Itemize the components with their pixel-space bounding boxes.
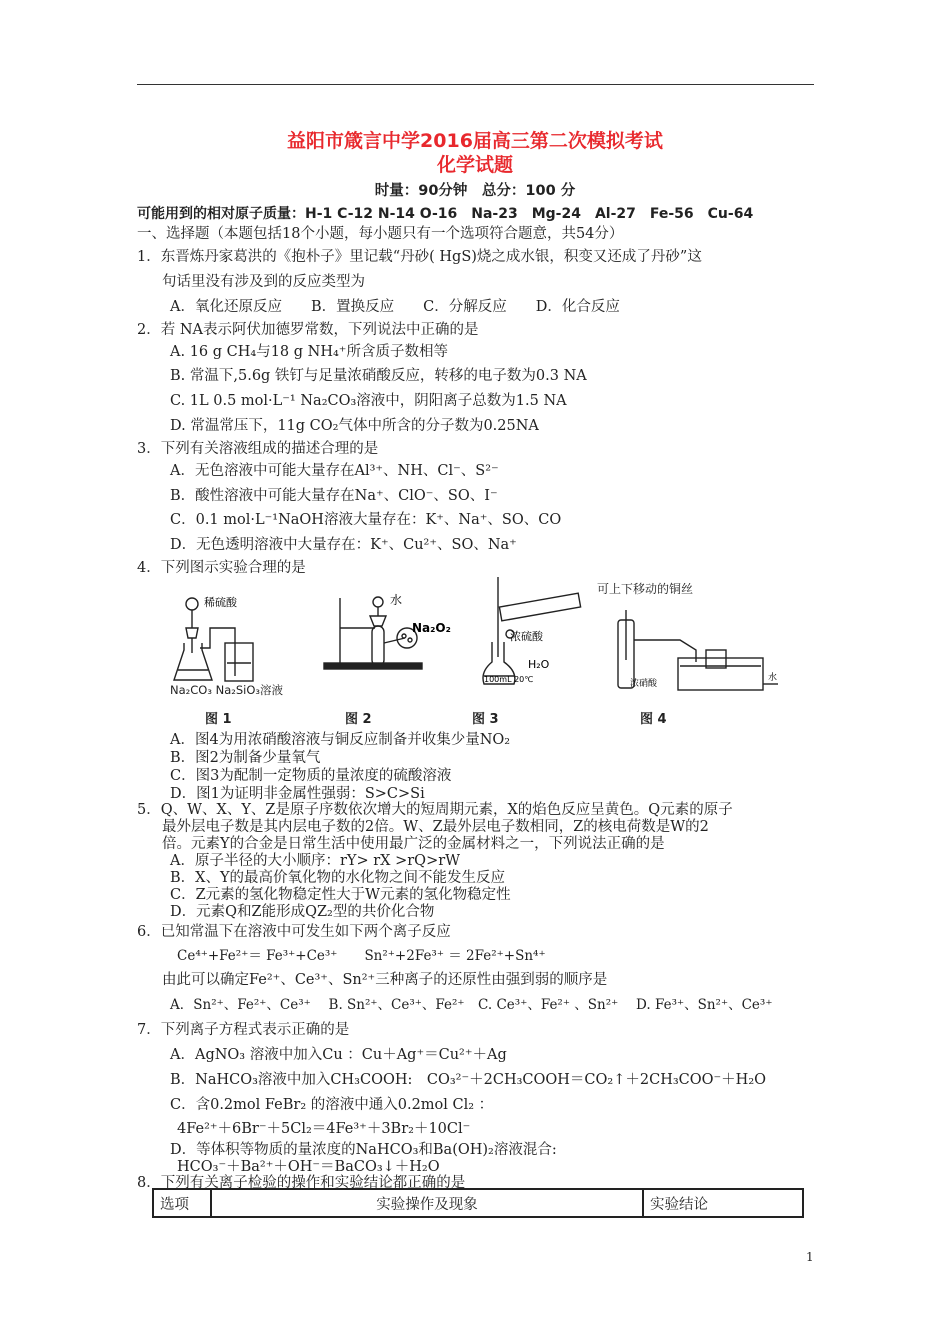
table-header-option: 选项 <box>153 1189 211 1217</box>
q2-stem: 2．若 NA表示阿伏加德罗常数，下列说法中正确的是 <box>137 322 479 338</box>
q7-option-d: D．等体积等物质的量浓度的NaHCO₃和Ba(OH)₂溶液混合: <box>170 1142 557 1158</box>
q2-option-b: B. 常温下,5.6g 铁钉与足量浓硝酸反应，转移的电子数为0.3 NA <box>170 368 587 384</box>
exam-subtitle: 化学试题 <box>436 154 513 176</box>
table-header-operation: 实验操作及现象 <box>211 1189 643 1217</box>
q3-option-d: D．无色透明溶液中大量存在：K⁺、Cu²⁺、SO、Na⁺ <box>170 537 517 553</box>
q7-option-c-equation: 4Fe²⁺＋6Br⁻＋5Cl₂＝4Fe³⁺＋3Br₂＋10Cl⁻ <box>177 1121 471 1137</box>
fig1-caption: 图 1 <box>205 712 232 727</box>
fig3-h2o-label: H₂O <box>528 658 550 671</box>
q4-stem: 4．下列图示实验合理的是 <box>137 560 306 576</box>
q5-stem-line3: 倍。元素Y的合金是日常生活中使用最广泛的金属材料之一，下列说法正确的是 <box>162 836 665 852</box>
q7-option-b: B．NaHCO₃溶液中加入CH₃COOH: CO₃²⁻＋2CH₃COOH＝CO₂↑＋2CH₃COO⁻＋H₂O <box>170 1072 767 1088</box>
figure-4-apparatus <box>610 600 780 700</box>
fig3-caption: 图 3 <box>472 712 499 727</box>
fig4-water-label: 水 <box>768 673 778 683</box>
q6-stem: 6．已知常温下在溶液中可发生如下两个离子反应 <box>137 924 451 940</box>
fig2-na2o2-label: Na₂O₂ <box>412 621 451 635</box>
q6-equations: Ce⁴⁺+Fe²⁺＝ Fe³⁺+Ce³⁺ Sn²⁺+2Fe³⁺ ＝ 2Fe²⁺+Sn⁴⁺ <box>177 948 546 964</box>
q3-option-b: B．酸性溶液中可能大量存在Na⁺、ClO⁻、SO、I⁻ <box>170 488 498 504</box>
q1-stem-line2: 句话里没有涉及到的反应类型为 <box>162 274 365 290</box>
q5-stem-line1: 5．Q、W、X、Y、Z是原子序数依次增大的短周期元素，X的焰色反应呈黄色。Q元素的原子 <box>137 802 733 818</box>
q5-option-d: D．元素Q和Z能形成QZ₂型的共价化合物 <box>170 904 435 920</box>
q8-table <box>152 1188 804 1218</box>
fig4-acid-label: 浓硝酸 <box>630 679 658 689</box>
figure-2-apparatus <box>320 588 460 700</box>
fig3-acid-label: 浓硫酸 <box>510 630 543 643</box>
fig4-top-label: 可上下移动的铜丝 <box>597 582 694 596</box>
q2-option-c: C. 1L 0.5 mol·L⁻¹ Na₂CO₃溶液中，阴阳离子总数为1.5 NA <box>170 393 567 409</box>
q7-option-d-equation: HCO₃⁻＋Ba²⁺＋OH⁻＝BaCO₃↓＋H₂O <box>177 1159 440 1175</box>
q5-option-c: C．Z元素的氢化物稳定性大于W元素的氢化物稳定性 <box>170 887 511 903</box>
q3-stem: 3．下列有关溶液组成的描述合理的是 <box>137 441 379 457</box>
q5-option-b: B．X、Y的最高价氧化物的水化物之间不能发生反应 <box>170 870 506 886</box>
q4-option-d: D．图1为证明非金属性强弱：S>C>Si <box>170 786 425 802</box>
q4-option-a: A．图4为用浓硝酸溶液与铜反应制备并收集少量NO₂ <box>170 732 511 748</box>
q3-option-a: A．无色溶液中可能大量存在Al³⁺、NH、Cl⁻、S²⁻ <box>170 463 499 479</box>
fig2-water-label: 水 <box>390 593 403 607</box>
q1-stem-line1: 1．东晋炼丹家葛洪的《抱朴子》里记载“丹砂( HgS)烧之成水银，积变又还成了丹砂”这 <box>137 249 702 265</box>
atomic-masses: 可能用到的相对原子质量：H-1 C-12 N-14 O-16 Na-23 Mg-24 Al-27 Fe-56 Cu-64 <box>137 206 754 222</box>
q8-stem: 8．下列有关离子检验的操作和实验结论都正确的是 <box>137 1175 466 1191</box>
fig1-top-label: 稀硫酸 <box>204 596 237 609</box>
q7-stem: 7．下列离子方程式表示正确的是 <box>137 1022 350 1038</box>
time-info: 时量：90分钟 总分：100 分 <box>374 183 576 199</box>
section-heading: 一、选择题（本题包括18个小题，每小题只有一个选项符合题意，共54分） <box>137 226 624 242</box>
q4-option-b: B．图2为制备少量氧气 <box>170 750 321 766</box>
q6-options: A．Sn²⁺、Fe²⁺、Ce³⁺ B. Sn²⁺、Ce³⁺、Fe²⁺ C. Ce³⁺、Fe²⁺ 、Sn²⁺ D. Fe³⁺、Sn²⁺、Ce³⁺ <box>170 997 773 1013</box>
q6-text: 由此可以确定Fe²⁺、Ce³⁺、Sn²⁺三种离子的还原性由强到弱的顺序是 <box>162 972 608 988</box>
q3-option-c: C．0.1 mol·L⁻¹NaOH溶液大量存在：K⁺、Na⁺、SO、CO <box>170 512 562 528</box>
page-number: 1 <box>806 1250 814 1264</box>
q7-option-a: A．AgNO₃ 溶液中加入Cu ：Cu＋Ag⁺＝Cu²⁺＋Ag <box>170 1047 507 1063</box>
header-rule <box>137 84 814 85</box>
q4-option-c: C．图3为配制一定物质的量浓度的硫酸溶液 <box>170 768 452 784</box>
fig3-flask-label: 100mL 20℃ <box>484 675 534 684</box>
figure-3-apparatus <box>470 572 590 700</box>
fig1-bottom-label: Na₂CO₃ Na₂SiO₃溶液 <box>170 683 284 697</box>
exam-title: 益阳市箴言中学2016届高三第二次模拟考试 <box>287 130 663 152</box>
q5-stem-line2: 最外层电子数是其内层电子数的2倍。W、Z最外层电子数相同，Z的核电荷数是W的2 <box>162 819 709 835</box>
q5-option-a: A．原子半径的大小顺序：rY> rX >rQ>rW <box>170 853 461 869</box>
table-row <box>153 1189 803 1217</box>
q1-options: A．氧化还原反应 B．置换反应 C．分解反应 D．化合反应 <box>170 299 620 315</box>
q2-option-d: D. 常温常压下，11g CO₂气体中所含的分子数为0.25NA <box>170 418 539 434</box>
fig2-caption: 图 2 <box>345 712 372 727</box>
fig4-caption: 图 4 <box>640 712 667 727</box>
table-header-conclusion: 实验结论 <box>643 1189 803 1217</box>
q7-option-c: C．含0.2mol FeBr₂ 的溶液中通入0.2mol Cl₂ ： <box>170 1097 494 1113</box>
q2-option-a: A. 16 g CH₄与18 g NH₄⁺所含质子数相等 <box>170 344 448 360</box>
